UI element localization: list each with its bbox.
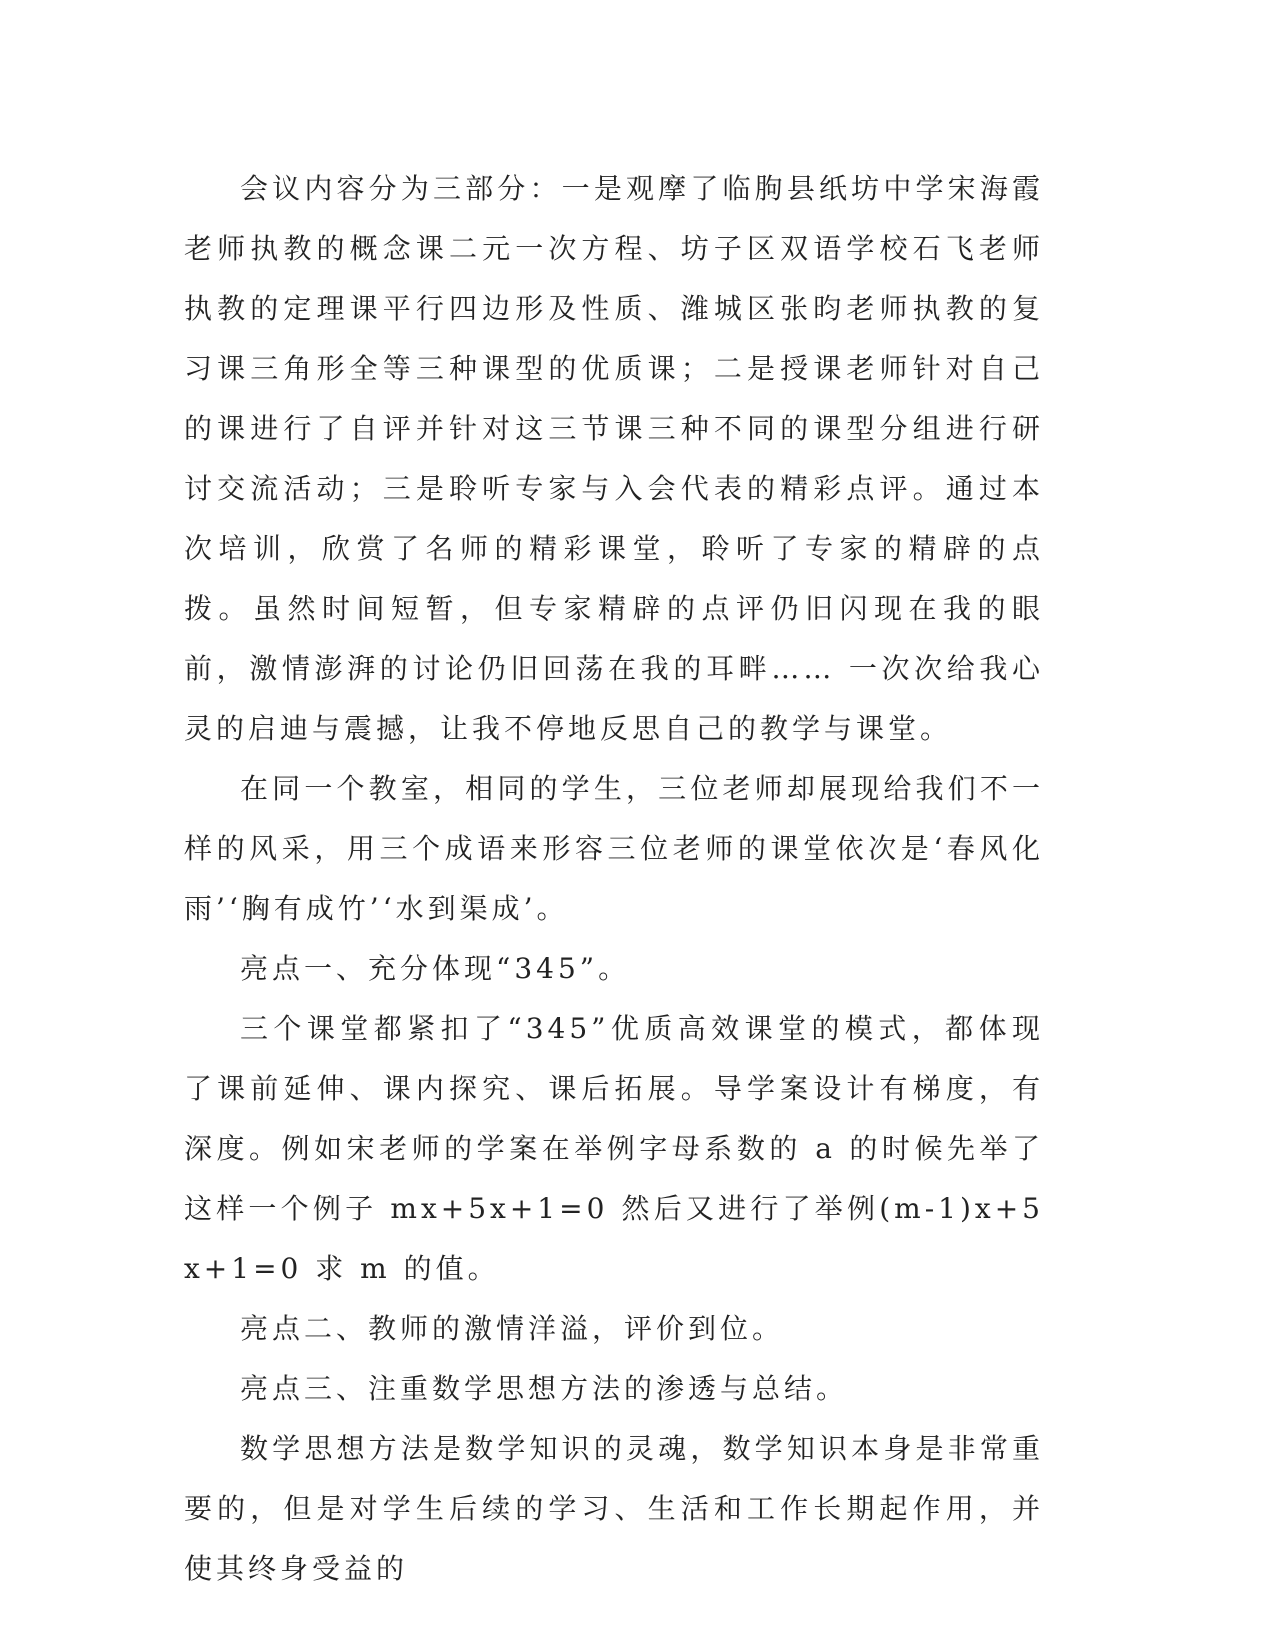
document-body xyxy=(184,159,1044,1599)
paragraph-three-teachers: 在同一个教室，相同的学生，三位老师却展现给我们不一样的风采，用三个成语来形容三位老师的课堂依次是‘春风化雨’‘胸有成竹’‘水到渠成’。 xyxy=(184,772,1044,925)
paragraph-345-mode: 三个课堂都紧扣了“345”优质高效课堂的模式，都体现了课前延伸、课内探究、课后拓展。导学案设计有梯度，有深度。例如宋老师的学案在举例字母系数的 a 的时候先举了这样一个例子 mx+5x+1=0 然后又进行了举例(m-1)x+5x+1=0 求 m 的值。 xyxy=(184,1012,1044,1285)
paragraph-highlight-one: 亮点一、充分体现“345”。 xyxy=(240,952,631,985)
paragraph-highlight-two: 亮点二、教师的激情洋溢，评价到位。 xyxy=(240,1312,785,1345)
paragraph-highlight-three: 亮点三、注重数学思想方法的渗透与总结。 xyxy=(240,1372,849,1405)
paragraph-meeting-content: 会议内容分为三部分：一是观摩了临朐县纸坊中学宋海霞老师执教的概念课二元一次方程、坊子区双语学校石飞老师执教的定理课平行四边形及性质、潍城区张昀老师执教的复习课三角形全等三种课型的优质课；二是授课老师针对自己的课进行了自评并针对这三节课三种不同的课型分组进行研讨交流活动；三是聆听专家与入会代表的精彩点评。通过本次培训，欣赏了名师的精彩课堂，聆听了专家的精辟的点拨。虽然时间短暂，但专家精辟的点评仍旧闪现在我的眼前，激情澎湃的讨论仍旧回荡在我的耳畔…… 一次次给我心灵的启迪与震撼，让我不停地反思自己的教学与课堂。 xyxy=(184,172,1044,745)
paragraph-math-thinking: 数学思想方法是数学知识的灵魂，数学知识本身是非常重要的，但是对学生后续的学习、生活和工作长期起作用，并使其终身受益的 xyxy=(184,1432,1044,1585)
